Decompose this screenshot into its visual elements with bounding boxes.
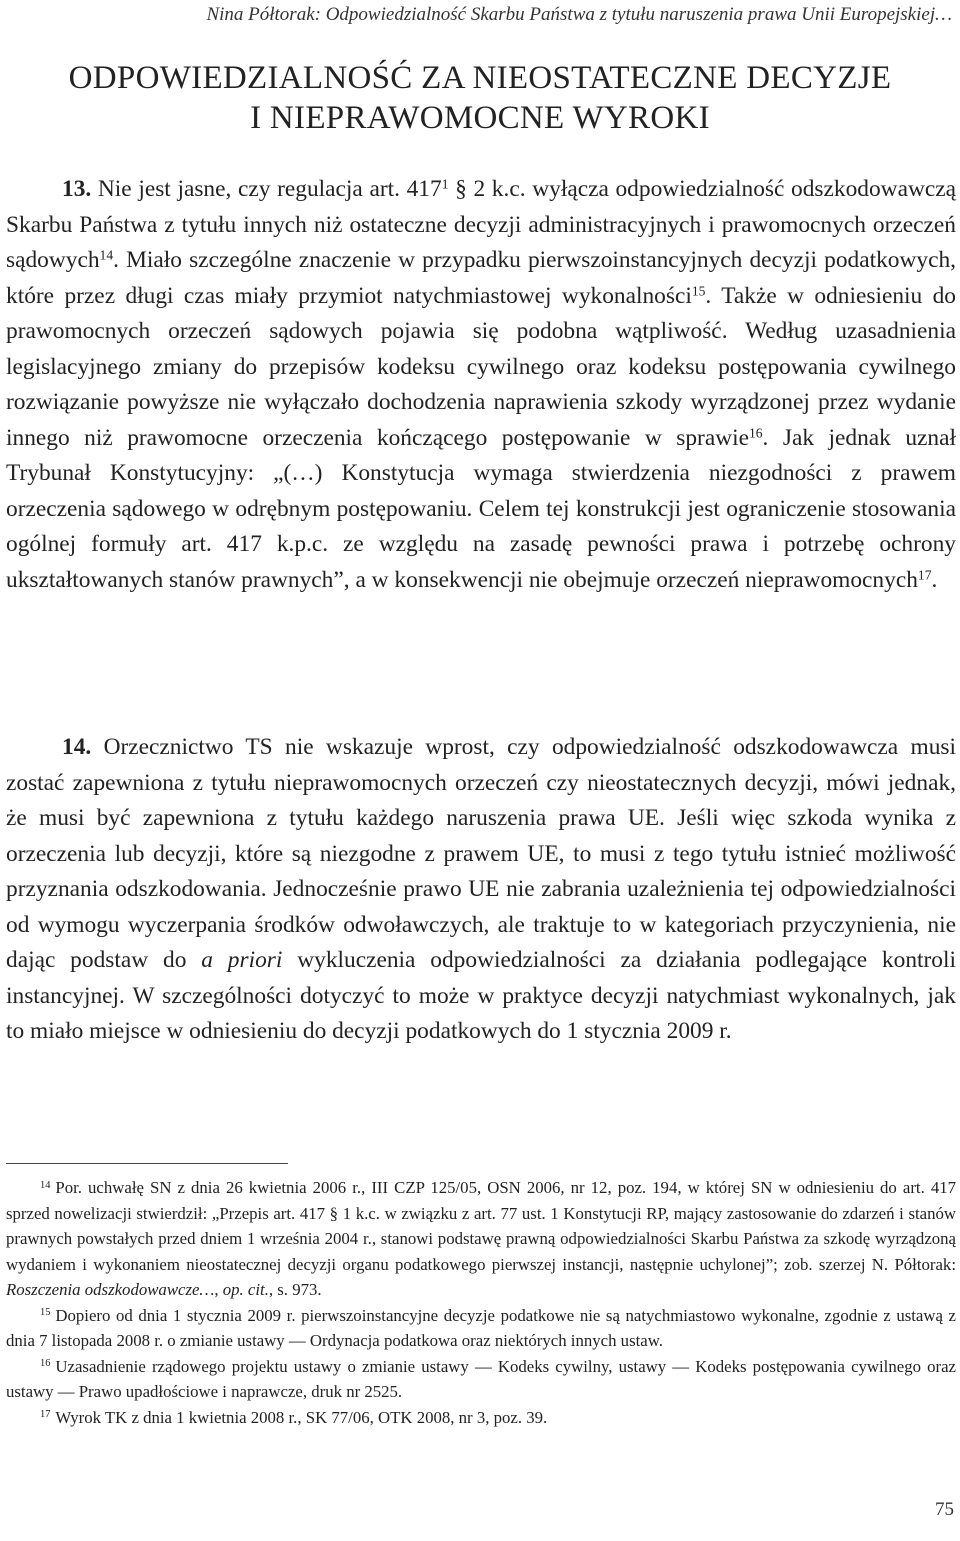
paragraph-text: . bbox=[931, 566, 938, 593]
paragraph-text: Nie jest jasne, czy regulacja art. 417 bbox=[91, 176, 442, 202]
footnote-text: Por. uchwałę SN z dnia 26 kwietnia 2006 r., III CZP 125/05, OSN 2006, nr 12, poz. 194, w której SN w odniesieniu do art. 417 sprzed nowelizacji stwierdził: „Przepis art. 417 § 1 k.c. w związku z art. 77 ust. 1 Konstytucji RP, mający zastosowanie do zdarzeń i stanów prawnych powstałych przed dniem 1 września 2004 r., stanowi podstawę prawną odpowiedzialności Skarbu Państwa za szkodę wyrządzoną wydaniem i wykonaniem nieostatecznej decyzji organu podatkowego pierwszej instancji, następnie uchylonej”; zob. szerzej N. Półtorak: bbox=[6, 1178, 956, 1274]
section-title-line-1: ODPOWIEDZIALNOŚĆ ZA NIEOSTATECZNE DECYZJE bbox=[68, 60, 892, 96]
paragraph-number: 14. bbox=[62, 734, 92, 760]
footnote-text: , bbox=[214, 1280, 223, 1299]
paragraph-text: wykluczenia odpowiedzialności za działania podlegające kontroli instancyjnej. W szczególności dotyczyć to może w praktyce decyzji natychmiast wykonalnych, jak to miało miejsce w odniesieniu do decyzji podatkowych do 1 stycznia 2009 r. bbox=[6, 947, 956, 1044]
footnote-ref-17[interactable]: 17 bbox=[917, 567, 932, 583]
footnote-separator bbox=[6, 1163, 288, 1164]
running-head: Nina Półtorak: Odpowiedzialność Skarbu Państwa z tytułu naruszenia prawa Unii Europejskiej… bbox=[206, 4, 952, 25]
paragraph-13 bbox=[6, 172, 956, 598]
footnote-text: Wyrok TK z dnia 1 kwietnia 2008 r., SK 77/06, OTK 2008, nr 3, poz. 39. bbox=[55, 1407, 548, 1427]
footnote-number: 14 bbox=[40, 1179, 51, 1191]
superscript: 1 bbox=[441, 176, 449, 192]
footnote-italic: op. cit. bbox=[222, 1280, 269, 1299]
footnote-number: 16 bbox=[40, 1358, 51, 1370]
footnote-16 bbox=[6, 1354, 956, 1405]
footnote-14 bbox=[6, 1175, 956, 1303]
paragraph-number: 13. bbox=[62, 176, 92, 202]
paragraph-text: . Miało szczególne znaczenie w przypadku pierwszoinstancyjnych decyzji podatkowych, które przez długi czas miały przymiot natychmiastowej wykonalności bbox=[6, 247, 956, 309]
footnote-15 bbox=[6, 1303, 956, 1354]
footnote-text: , s. 973. bbox=[268, 1280, 322, 1299]
footnote-ref-14[interactable]: 14 bbox=[99, 247, 114, 263]
paragraph-text: . Jak jednak uznał Trybunał Konstytucyjny: „(…) Konstytucja wymaga stwierdzenia niezgodności z prawem orzeczenia sądowego w odrębnym postępowaniu. Celem tej konstrukcji jest ograniczenie stosowania ogólnej formuły art. 417 k.p.c. ze względu na zasadę pewności prawa i potrzebę ochrony ukształtowanych stanów prawnych”, a w konsekwencji nie obejmuje orzeczeń nieprawomocnych bbox=[6, 424, 957, 593]
italic-text: a priori bbox=[201, 947, 283, 973]
paragraph-14 bbox=[6, 730, 956, 1050]
footnotes bbox=[6, 1175, 956, 1430]
footnote-17 bbox=[6, 1405, 956, 1431]
section-title bbox=[0, 58, 960, 138]
footnote-number: 15 bbox=[40, 1307, 51, 1319]
section-title-line-2: I NIEPRAWOMOCNE WYROKI bbox=[250, 100, 710, 136]
page-number: 75 bbox=[935, 1499, 954, 1520]
paragraph-text: Orzecznictwo TS nie wskazuje wprost, czy odpowiedzialność odszkodowawcza musi zostać zapewniona z tytułu nieprawomocnych orzeczeń czy nieostatecznych decyzji, mówi jednak, że musi być zapewniona z tytułu każdego naruszenia prawa UE. Jeśli więc szkoda wynika z orzeczenia lub decyzji, które są niezgodne z prawem UE, to musi z tego tytułu istnieć możliwość przyznania odszkodowania. Jednocześnie prawo UE nie zabrania uzależnienia tej odpowiedzialności od wymogu wyczerpania środków odwoławczych, ale traktuje to w kategoriach przyczynienia, nie dając podstaw do bbox=[6, 734, 956, 973]
paragraph-text: . Także w odniesieniu do prawomocnych orzeczeń sądowych pojawia się podobna wątpliwość. Według uzasadnienia legislacyjnego zmiany do przepisów kodeksu cywilnego oraz kodeksu postępowania cywilnego rozwiązanie powyższe nie wyłączało dochodzenia naprawienia szkody wyrządzonej przez wydanie innego niż prawomocne orzeczenia kończącego postępowanie w sprawie bbox=[6, 282, 957, 451]
footnote-ref-15[interactable]: 15 bbox=[691, 283, 706, 299]
paragraph-text: § 2 k.c. wyłącza odpowiedzialność odszkodowawczą Skarbu Państwa z tytułu innych niż ostateczne decyzji administracyjnych i prawomocnych orzeczeń sądowych bbox=[6, 176, 956, 273]
footnote-text: Dopiero od dnia 1 stycznia 2009 r. pierwszoinstancyjne decyzje podatkowe nie są natychmiastowo wykonalne, zgodnie z ustawą z dnia 7 listopada 2008 r. o zmianie ustawy — Ordynacja podatkowa oraz niektórych innych ustaw. bbox=[6, 1305, 956, 1350]
footnote-number: 17 bbox=[40, 1409, 51, 1421]
footnote-text: Uzasadnienie rządowego projektu ustawy o zmianie ustawy — Kodeks cywilny, ustawy — Kodeks postępowania cywilnego oraz ustawy — Prawo upadłościowe i naprawcze, druk nr 2525. bbox=[6, 1356, 956, 1401]
footnote-ref-16[interactable]: 16 bbox=[748, 425, 763, 441]
footnote-italic: Roszczenia odszkodowawcze… bbox=[6, 1280, 215, 1299]
